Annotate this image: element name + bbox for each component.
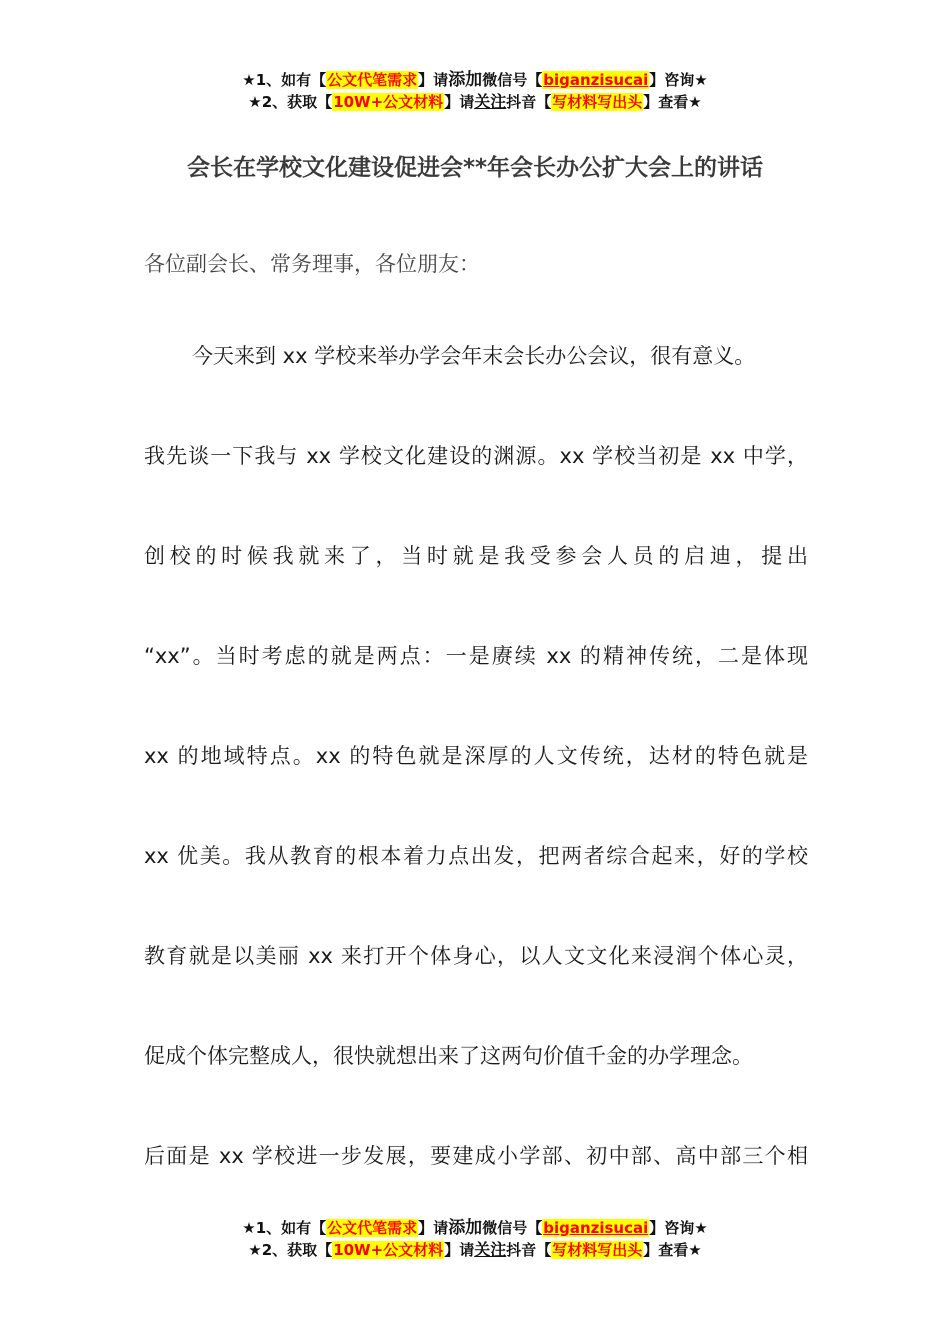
- paragraph-line: 教育就是以美丽 xx 来打开个体身心，以人文文化来浸润个体心灵，: [144, 944, 808, 968]
- emphasis-add: 添加: [448, 70, 483, 90]
- banner-line-1: [0, 69, 950, 91]
- banner-text: 】请: [444, 1241, 475, 1259]
- highlight-materials: 10W+公文材料: [333, 1241, 444, 1259]
- banner-line-2: [0, 1239, 950, 1261]
- banner-text: ★2、获取【: [248, 93, 333, 111]
- wechat-id-link[interactable]: biganzisucai: [543, 71, 649, 89]
- emphasis-add: 添加: [448, 1218, 483, 1238]
- speech-body: [144, 338, 808, 1238]
- banner-text: 】请: [418, 1219, 449, 1237]
- banner-text: 抖音【: [506, 93, 552, 111]
- header-banner: [0, 69, 950, 113]
- paragraph-line: xx 优美。我从教育的根本着力点出发，把两者综合起来，好的学校: [144, 844, 808, 868]
- salutation: 各位副会长、常务理事，各位朋友：: [144, 252, 480, 276]
- douyin-account: 写材料写出头: [552, 1241, 643, 1259]
- paragraph-line: 创校的时候我就来了，当时就是我受参会人员的启迪，提出: [144, 544, 808, 568]
- paragraph-line: 后面是 xx 学校进一步发展，要建成小学部、初中部、高中部三个相: [144, 1144, 808, 1168]
- banner-line-2: [0, 91, 950, 113]
- document-title: 会长在学校文化建设促进会**年会长办公扩大会上的讲话: [186, 155, 764, 181]
- douyin-account: 写材料写出头: [552, 93, 643, 111]
- banner-text: 微信号【: [482, 1219, 543, 1237]
- banner-text: ★2、获取【: [248, 1241, 333, 1259]
- emphasis-follow: 关注: [474, 1240, 507, 1259]
- emphasis-follow: 关注: [474, 92, 507, 111]
- wechat-id-link[interactable]: biganzisucai: [543, 1219, 649, 1237]
- banner-text: 】咨询★: [649, 71, 708, 89]
- highlight-service: 公文代笔需求: [327, 1219, 418, 1237]
- paragraph-line: “xx”。当时考虑的就是两点：一是赓续 xx 的精神传统，二是体现: [144, 644, 808, 668]
- banner-text: 】查看★: [643, 93, 702, 111]
- banner-text: 】请: [444, 93, 475, 111]
- banner-text: 】查看★: [643, 1241, 702, 1259]
- footer-banner: [0, 1217, 950, 1261]
- banner-text: 微信号【: [482, 71, 543, 89]
- banner-line-1: [0, 1217, 950, 1239]
- banner-text: ★1、如有【: [242, 71, 327, 89]
- paragraph-line: 促成个体完整成人，很快就想出来了这两句价值千金的办学理念。: [144, 1044, 753, 1068]
- banner-text: ★1、如有【: [242, 1219, 327, 1237]
- highlight-service: 公文代笔需求: [327, 71, 418, 89]
- banner-text: 】请: [418, 71, 449, 89]
- highlight-materials: 10W+公文材料: [333, 93, 444, 111]
- paragraph-line: xx 的地域特点。xx 的特色就是深厚的人文传统，达材的特色就是: [144, 744, 808, 768]
- paragraph-line: 我先谈一下我与 xx 学校文化建设的渊源。xx 学校当初是 xx 中学，: [144, 444, 808, 468]
- banner-text: 】咨询★: [649, 1219, 708, 1237]
- paragraph-line: 今天来到 xx 学校来举办学会年末会长办公会议，很有意义。: [192, 344, 756, 368]
- banner-text: 抖音【: [506, 1241, 552, 1259]
